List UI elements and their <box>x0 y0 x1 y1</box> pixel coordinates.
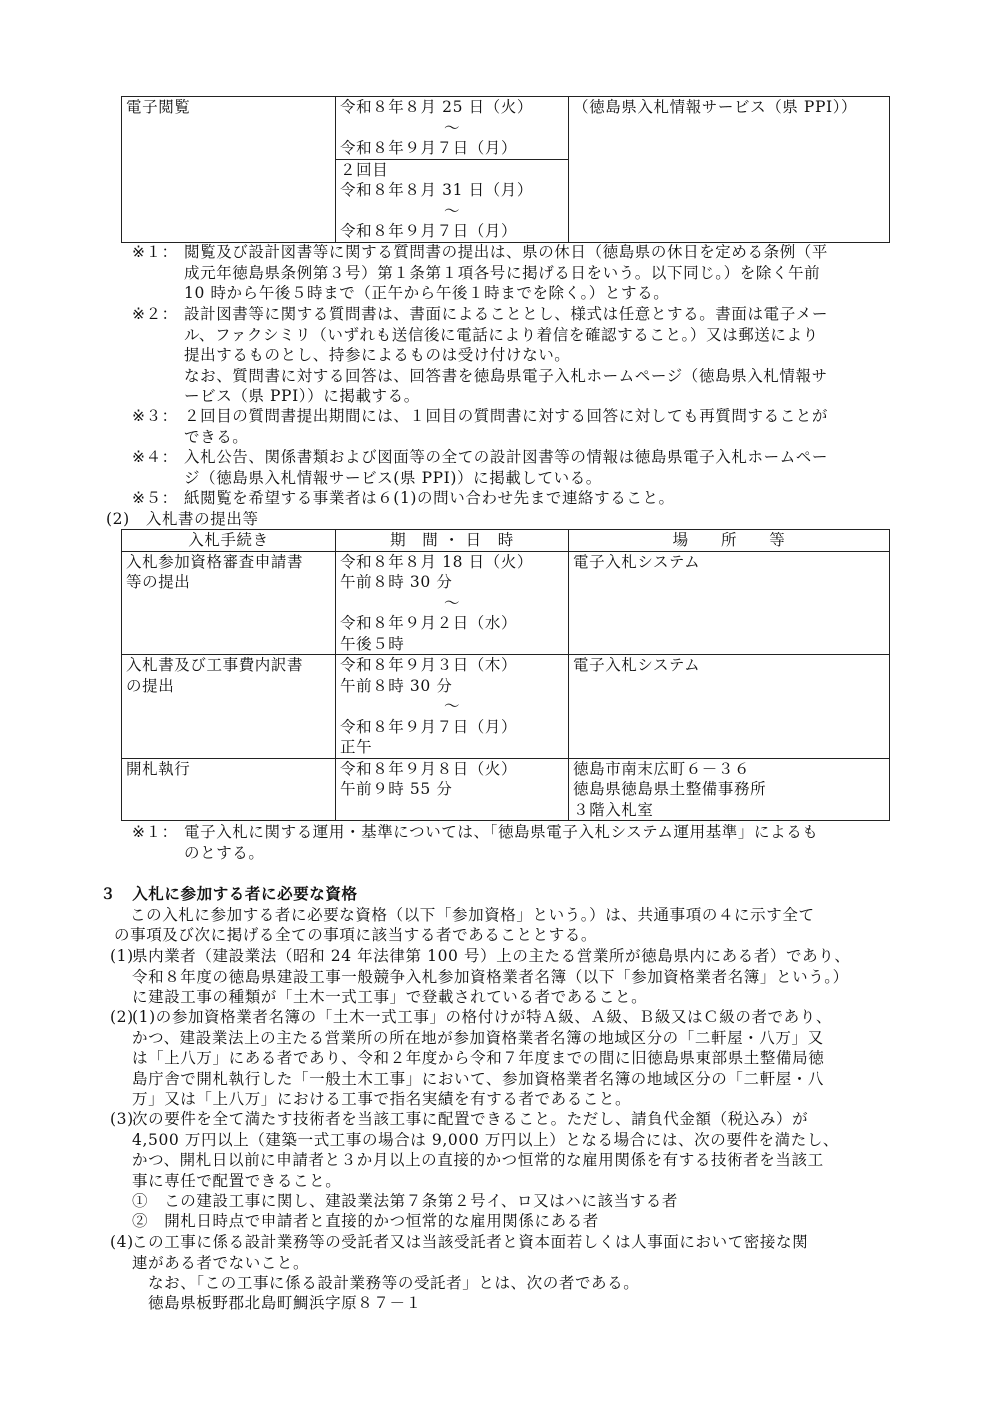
bid-schedule-table <box>121 529 890 821</box>
period-cell: 令和８年９月３日（木） 午前８時 30 分 〜 令和８年９月７日（月） 正午 <box>336 655 569 759</box>
place-cell: 徳島市南末広町６－３６ 徳島県徳島県土整備事務所 ３階入札室 <box>569 758 890 821</box>
inspection-place: （徳島県入札情報サービス（県 PPI）） <box>569 97 890 243</box>
requirement-1: (1) 県内業者（建設業法（昭和 24 年法律第 100 号）上の主たる営業所が徳島県内にある者）であり、 令和８年度の徳島県建設工事一般競争入札参加資格業者名簿（以下「参加資格業者名簿」という。） に建設工事の種類が「土木一式工事」で登載されている者であること。 <box>110 947 851 1006</box>
section-3-intro-line-1: この入札に参加する者に必要な資格（以下「参加資格」という。）は、共通事項の４に示す全て <box>130 906 815 924</box>
section-3-intro-line-2: の事項及び次に掲げる全ての事項に該当する者であることとする。 <box>114 926 598 944</box>
table-header-row <box>122 530 890 552</box>
note-2: ※２： 設計図書等に関する質問書は、書面によることとし、様式は任意とする。書面は電子メー ル、ファクシミリ（いずれも送信後に電話により着信を確認すること。）又は郵送により 提出するものとし、持参によるものは受け付けない。 なお、質問書に対する回答は、回答書を徳島県電子入札ホームページ（徳島県入札情報サ ービス（県 PPI））に掲載する。 <box>132 305 829 405</box>
header-period: 期 間 ・ 日 時 <box>336 530 569 552</box>
table-row <box>122 758 890 821</box>
note-5: ※５： 紙閲覧を希望する事業者は６(1)の問い合わせ先まで連絡すること。 <box>132 489 675 507</box>
inspection-period-1 <box>336 97 569 160</box>
period-tilde: 〜 <box>443 118 461 137</box>
period-cell: 令和８年９月８日（火） 午前９時 55 分 <box>336 758 569 821</box>
place-cell: 電子入札システム <box>569 655 890 759</box>
table-row <box>122 655 890 759</box>
requirement-2: (2) (1)の参加資格業者名簿の「土木一式工事」の格付けが特Ａ級、Ａ級、Ｂ級又はＣ級の者であり、 かつ、建設業法上の主たる営業所の所在地が参加資格業者名簿の地域区分の「二軒屋・八万」又 は「上八万」にある者であり、令和２年度から令和７年度までの間に旧徳島県東部県土整備局徳 島庁舎で開札執行した「一般土木工事」において、参加資格業者名簿の地域区分の「二軒屋・八 万」又は「上八万」における工事で指名実績を有する者であること。 <box>110 1008 832 1108</box>
note-electronic-bid: ※１： 電子入札に関する運用・基準については、「徳島県電子入札システム運用基準」によるも のとする。 <box>132 823 819 862</box>
section-2-heading: (2) 入札書の提出等 <box>106 510 259 528</box>
inspection-table <box>121 96 890 243</box>
contractor-address: 徳島県板野郡北島町鯛浜字原８７－１ <box>148 1294 422 1312</box>
inspection-period-2 <box>336 159 569 242</box>
requirement-4: (4) この工事に係る設計業務等の受託者又は当該受託者と資本面若しくは人事面において密接な関 連がある者でないこと。 <box>110 1233 809 1272</box>
procedure-cell: 入札参加資格審査申請書 等の提出 <box>122 551 336 655</box>
period-start: 令和８年８月 25 日（火） <box>340 98 533 116</box>
note-1: ※１： 閲覧及び設計図書等に関する質問書の提出は、県の休日（徳島県の休日を定める条例（平 成元年徳島県条例第３号）第１条第１項各号に掲げる日をいう。以下同じ。）を除く午前 10 時から午後５時まで（正午から午後１時までを除く。）とする。 <box>132 243 829 302</box>
place-cell: 電子入札システム <box>569 551 890 655</box>
period-end: 令和８年９月７日（月） <box>340 222 518 240</box>
table-row <box>122 551 890 655</box>
header-procedure: 入札手続き <box>122 530 336 552</box>
inspection-row-label: 電子閲覧 <box>122 97 336 243</box>
period-end: 令和８年９月７日（月） <box>340 139 518 157</box>
note-3: ※３： ２回目の質問書提出期間には、１回目の質問書に対する回答に対しても再質問することが できる。 <box>132 407 829 446</box>
period-title: ２回目 <box>340 160 389 179</box>
header-place: 場 所 等 <box>569 530 890 552</box>
period-cell: 令和８年８月 18 日（火） 午前８時 30 分 〜 令和８年９月２日（水） 午後５時 <box>336 551 569 655</box>
period-start: 令和８年８月 31 日（月） <box>340 181 533 199</box>
note-4: ※４： 入札公告、関係書類および図面等の全ての設計図書等の情報は徳島県電子入札ホームペー ジ（徳島県入札情報サービス(県 PPI)）に掲載している。 <box>132 448 829 487</box>
period-tilde: 〜 <box>443 201 461 220</box>
requirement-3-sub-2: ② 開札日時点で申請者と直接的かつ恒常的な雇用関係にある者 <box>132 1212 599 1230</box>
contractor-note: なお、「この工事に係る設計業務等の受託者」とは、次の者である。 <box>148 1274 640 1292</box>
procedure-cell: 入札書及び工事費内訳書 の提出 <box>122 655 336 759</box>
section-3-heading: ３ 入札に参加する者に必要な資格 <box>100 885 358 903</box>
procedure-cell: 開札執行 <box>122 758 336 821</box>
requirement-3-sub-1: ① この建設工事に関し、建設業法第７条第２号イ、ロ又はハに該当する者 <box>132 1192 679 1210</box>
requirement-3: (3) 次の要件を全て満たす技術者を当該工事に配置できること。ただし、請負代金額（税込み）が 4,500 万円以上（建築一式工事の場合は 9,000 万円以上）となる場合には、次の要件を満たし、 かつ、開札日以前に申請者と３か月以上の直接的かつ恒常的な雇用関係を有する技術者を当該工 事に専任で配置できること。 <box>110 1110 840 1190</box>
